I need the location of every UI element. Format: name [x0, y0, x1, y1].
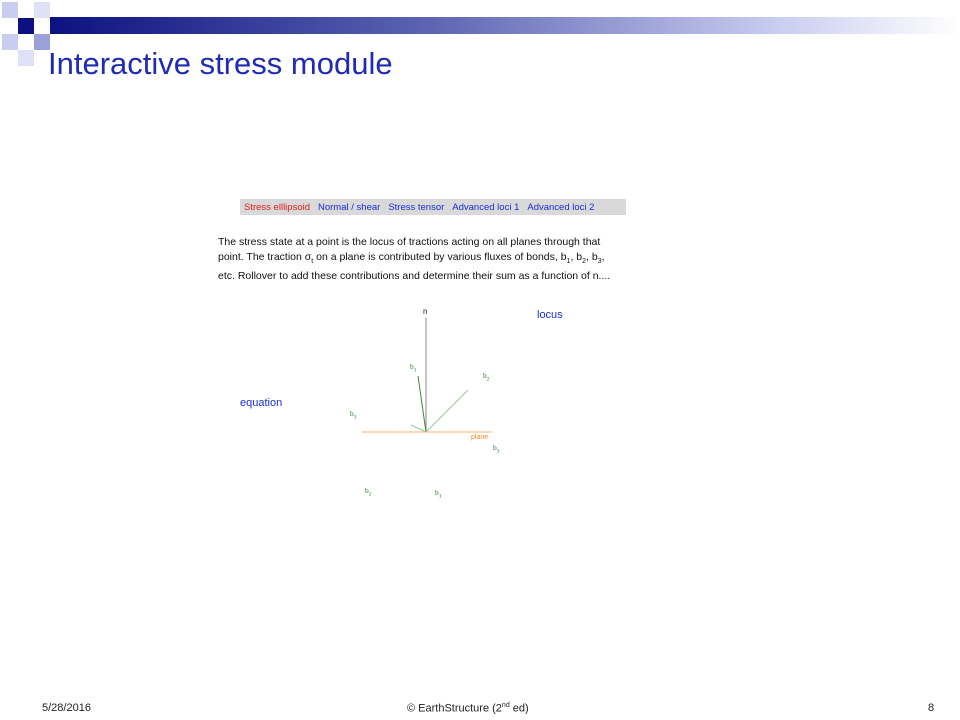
bond-label-b2-lower[interactable]: $b_2$ [365, 486, 372, 498]
footer-page-number: 8 [928, 702, 935, 714]
header-gradient-bar [50, 17, 960, 34]
header-square [2, 34, 18, 50]
tab-stress-tensor[interactable]: Stress tensor [388, 201, 445, 213]
description-text [218, 235, 678, 284]
tab-advanced-loci-2[interactable]: Advanced loci 2 [527, 201, 595, 213]
equation-link[interactable]: equation [240, 397, 283, 409]
bond-label-b1-lower[interactable]: $b_1$ [435, 488, 442, 500]
header-square [18, 18, 34, 34]
bond-label-b3-lower[interactable]: $b_3$ [493, 443, 500, 455]
tab-stress-ellipsoid[interactable]: Stress elllipsoid [244, 201, 310, 213]
normal-label: n [423, 307, 428, 316]
description-line: The stress state at a point is the locus of tractions acting on all planes through that [218, 236, 601, 248]
bond-b3-line [411, 425, 426, 432]
description-line: etc. Rollover to add these contributions and determine their sum as a function of n.... [218, 270, 611, 283]
bond-label-b3[interactable]: $b_3$ [350, 409, 357, 421]
bond-label-b2[interactable]: $b_2$ [483, 371, 490, 383]
locus-link[interactable]: locus [537, 309, 563, 321]
bond-label-b1[interactable]: $b_1$ [410, 362, 417, 374]
tab-advanced-loci-1[interactable]: Advanced loci 1 [452, 201, 520, 213]
footer-date: 5/28/2016 [42, 702, 91, 714]
bond-b1-line [418, 376, 426, 432]
footer-copyright: © EarthStructure (2nd ed) [407, 702, 529, 715]
plane-label: plane [471, 434, 489, 441]
header-square [18, 50, 34, 66]
tab-normal-shear[interactable]: Normal / shear [318, 201, 381, 213]
header-square [34, 2, 50, 18]
slide-title: Interactive stress module [48, 46, 393, 81]
header-square [2, 2, 18, 18]
module-tab-bar [240, 199, 626, 215]
bond-b2-line [426, 390, 468, 432]
description-line: point. The traction $\sigma_t$ on a plane is contributed by various fluxes of bonds, $b_1$, $b_2$, $b_3$, [218, 251, 605, 266]
